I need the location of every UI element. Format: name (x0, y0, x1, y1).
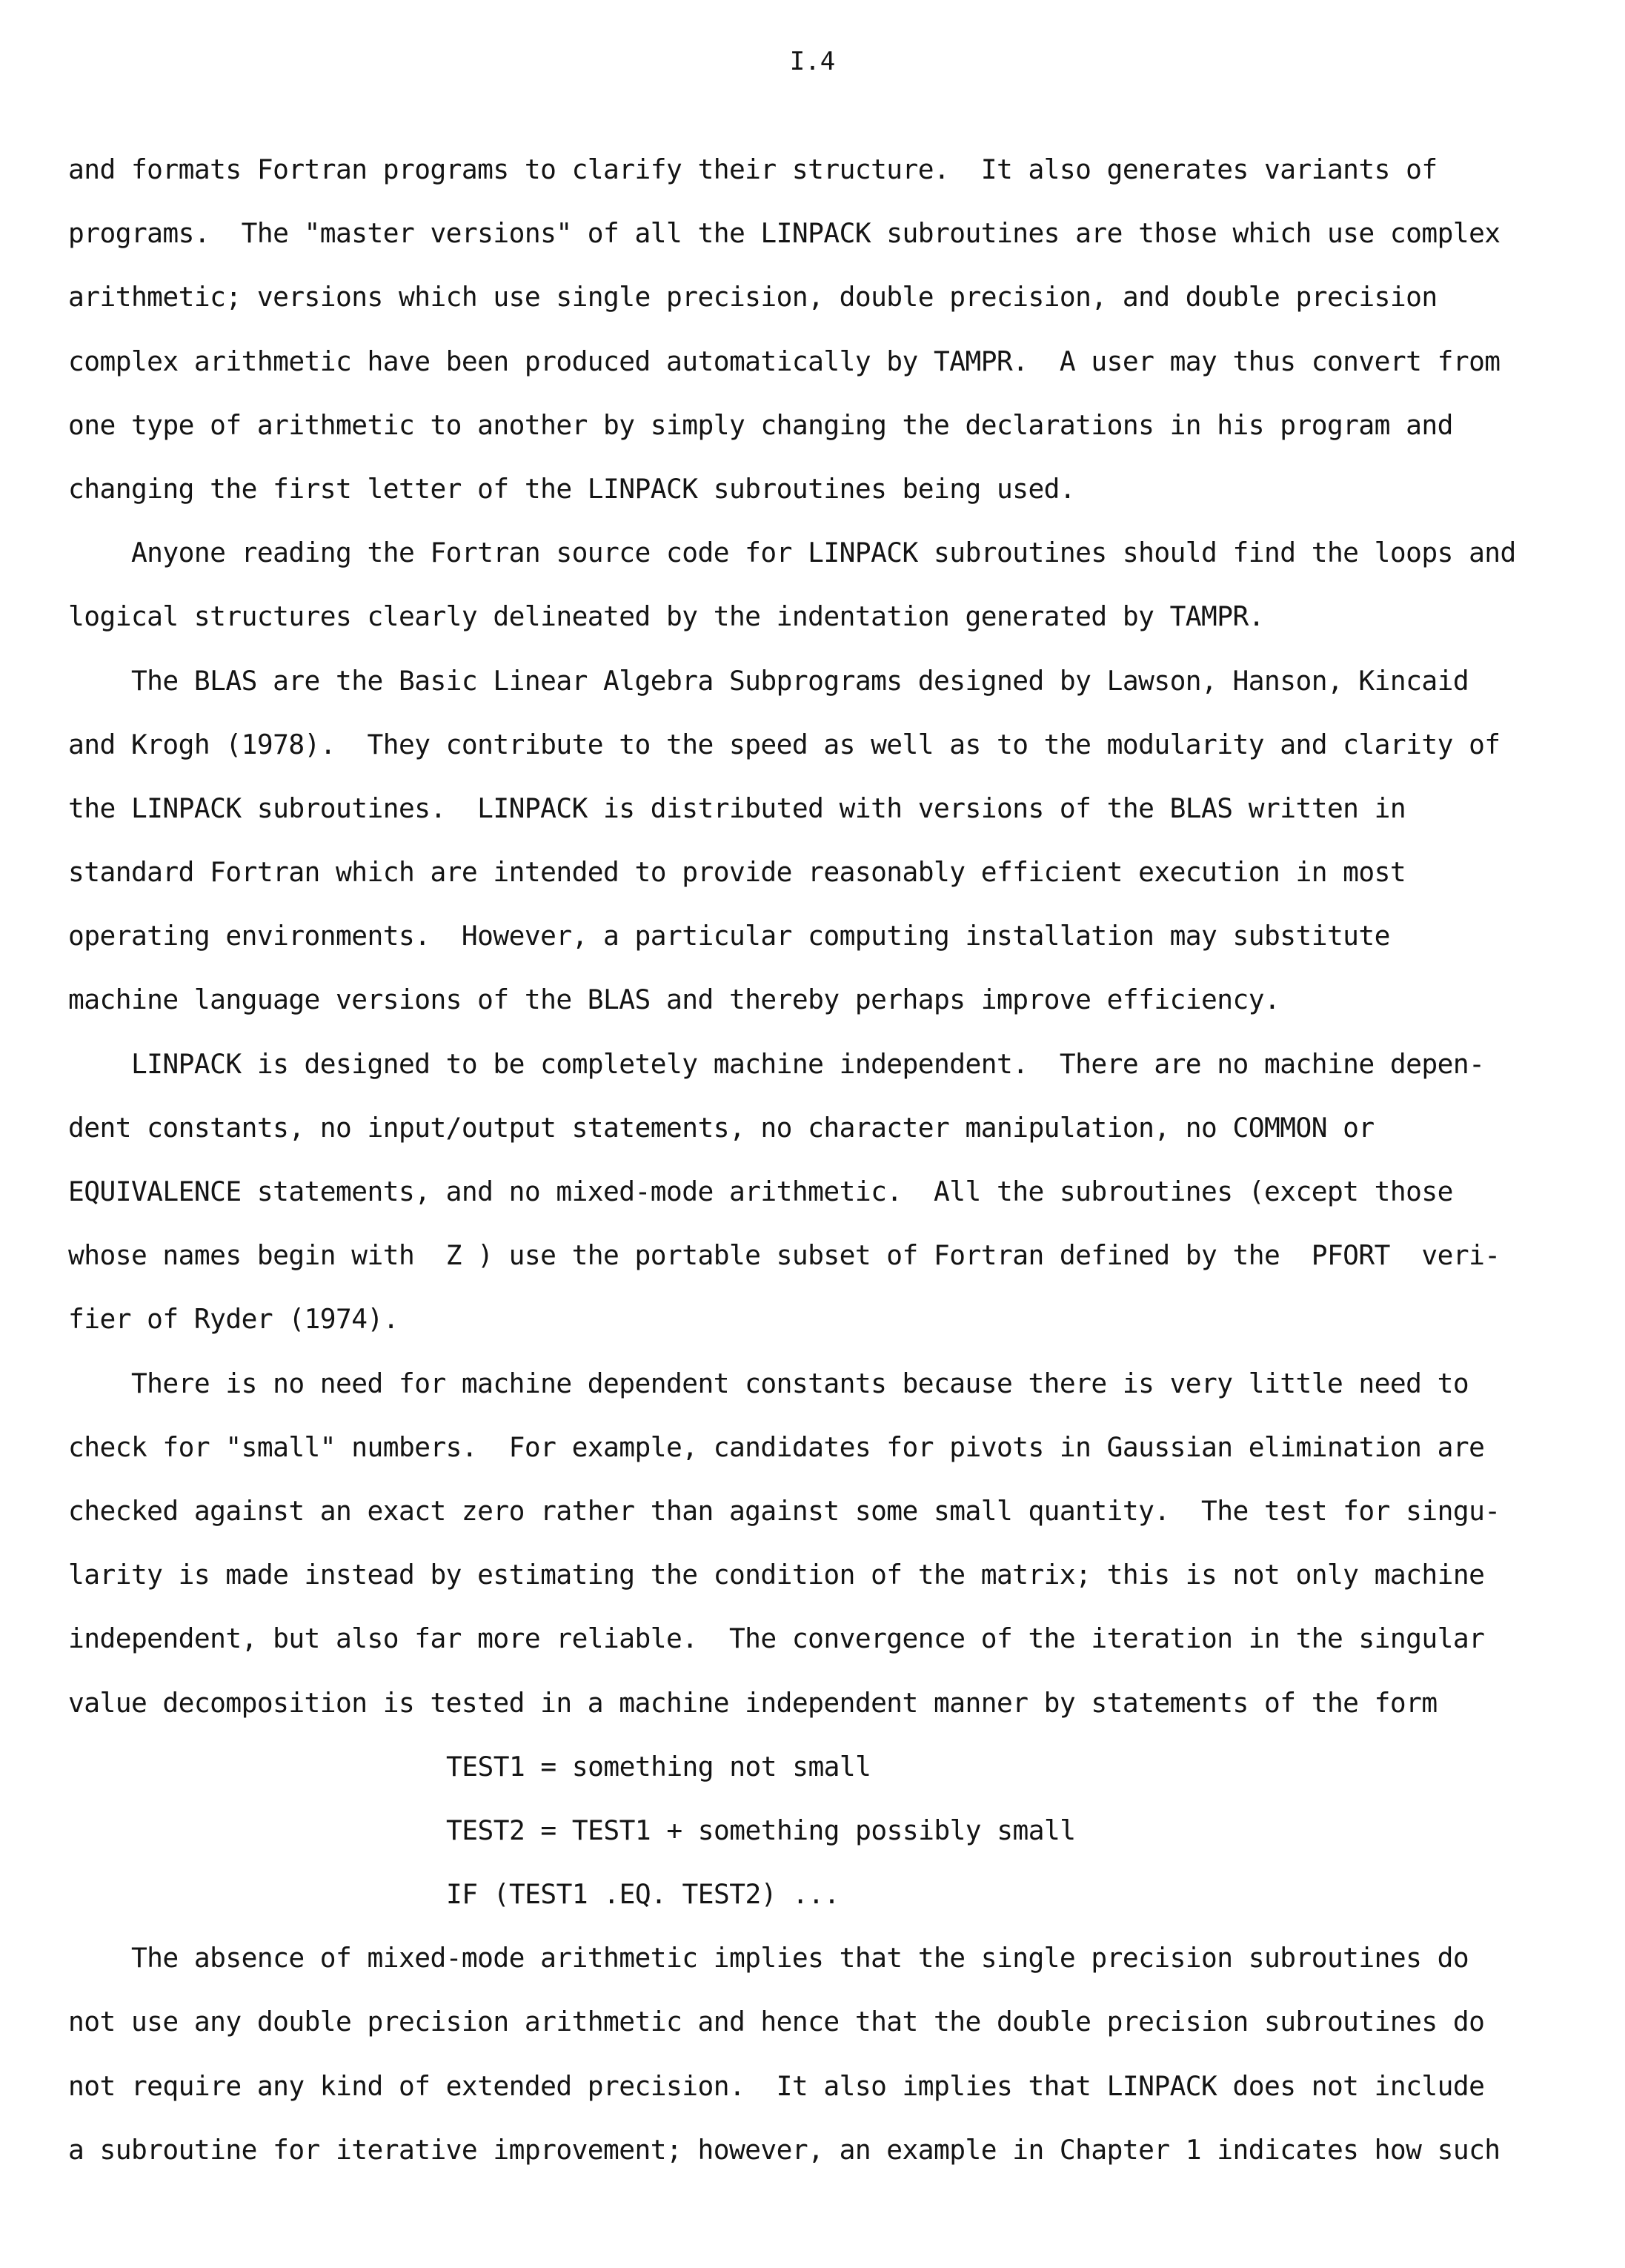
text-line: independent, but also far more reliable. The convergence of the iteration in the singular (68, 1622, 1485, 1655)
text-line: LINPACK is designed to be completely machine independent. There are no machine depen- (68, 1047, 1485, 1080)
text-line: changing the first letter of the LINPACK subroutines being used. (68, 472, 1076, 505)
text-line: machine language versions of the BLAS and thereby perhaps improve efficiency. (68, 984, 1280, 1016)
text-line: check for "small" numbers. For example, candidates for pivots in Gaussian elimination are (68, 1430, 1485, 1463)
text-line: a subroutine for iterative improvement; however, an example in Chapter 1 indicates how such (68, 2133, 1501, 2166)
text-line: fier of Ryder (1974). (68, 1303, 399, 1336)
body-text (68, 138, 1558, 2182)
code-line: TEST2 = TEST1 + something possibly small (446, 1814, 1076, 1846)
text-line: whose names begin with Z ) use the portable subset of Fortran defined by the PFORT veri- (68, 1239, 1501, 1272)
text-line: EQUIVALENCE statements, and no mixed-mode arithmetic. All the subroutines (except those (68, 1176, 1453, 1207)
paragraph-mixed-mode (68, 1926, 1558, 2182)
paragraph-constants (68, 1352, 1558, 1735)
paragraph-blas (68, 649, 1558, 1032)
text-line: and formats Fortran programs to clarify their structure. It also generates variants of (68, 153, 1438, 185)
text-line: Anyone reading the Fortran source code for LINPACK subroutines should find the loops and (68, 537, 1516, 569)
paragraph-tampr-variants (68, 138, 1558, 521)
text-line: not require any kind of extended precision. It also implies that LINPACK does not include (68, 2069, 1485, 2102)
text-line: logical structures clearly delineated by the indentation generated by TAMPR. (68, 600, 1264, 633)
text-line: value decomposition is tested in a machine independent manner by statements of the form (68, 1686, 1438, 1719)
code-example (68, 1735, 1558, 1927)
paragraph-source-code (68, 521, 1558, 649)
text-line: operating environments. However, a particular computing installation may substitute (68, 920, 1390, 952)
text-line: There is no need for machine dependent constants because there is very little need to (68, 1367, 1469, 1399)
text-line: arithmetic; versions which use single precision, double precision, and double precision (68, 281, 1438, 314)
text-line: the LINPACK subroutines. LINPACK is distributed with versions of the BLAS written in (68, 792, 1406, 824)
text-line: checked against an exact zero rather than against some small quantity. The test for singu- (68, 1494, 1501, 1527)
text-line: The absence of mixed-mode arithmetic implies that the single precision subroutines do (68, 1942, 1469, 1974)
text-line: The BLAS are the Basic Linear Algebra Subprograms designed by Lawson, Hanson, Kincaid (68, 664, 1469, 697)
text-line: complex arithmetic have been produced automatically by TAMPR. A user may thus convert from (68, 345, 1501, 377)
page-number: I.4 (789, 47, 836, 76)
text-line: one type of arithmetic to another by simply changing the declarations in his program and (68, 408, 1453, 441)
text-line: larity is made instead by estimating the condition of the matrix; this is not only machine (68, 1559, 1485, 1591)
text-line: dent constants, no input/output statements, no character manipulation, no COMMON or (68, 1111, 1375, 1144)
paragraph-machine-independent (68, 1032, 1558, 1352)
code-line: IF (TEST1 .EQ. TEST2) ... (446, 1878, 840, 1911)
text-line: and Krogh (1978). They contribute to the speed as well as to the modularity and clarity of (68, 728, 1501, 760)
text-line: not use any double precision arithmetic and hence that the double precision subroutines do (68, 2006, 1485, 2038)
text-line: programs. The "master versions" of all the LINPACK subroutines are those which use complex (68, 217, 1501, 250)
text-line: standard Fortran which are intended to provide reasonably efficient execution in most (68, 856, 1406, 889)
code-line: TEST1 = something not small (446, 1750, 871, 1783)
